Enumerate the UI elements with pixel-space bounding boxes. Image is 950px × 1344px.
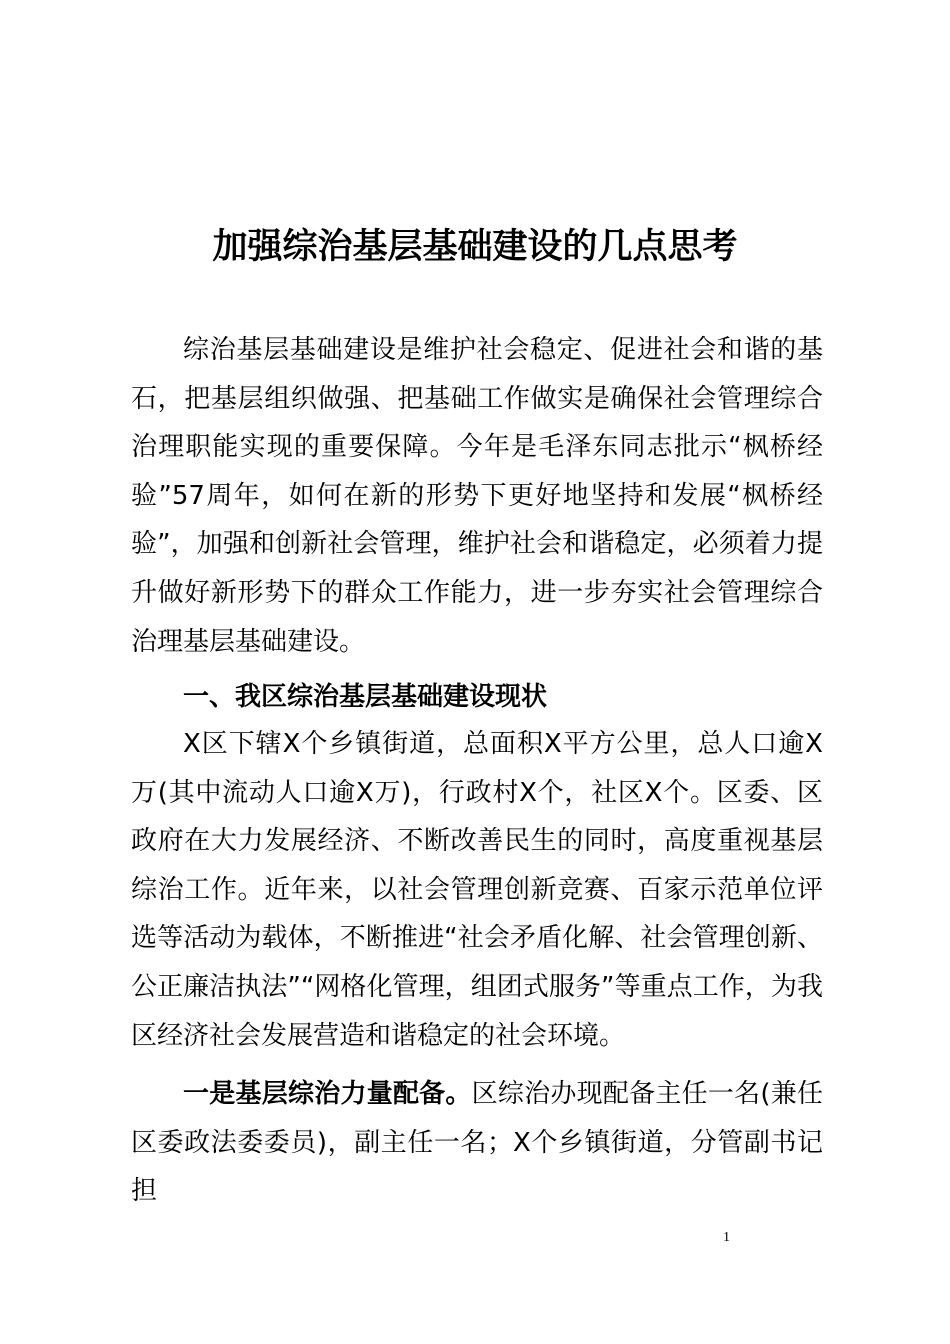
section-1-body-block [131,720,823,1060]
section-heading-block [131,673,823,722]
page-number: 1 [723,1230,730,1245]
intro-paragraph: 综治基层基础建设是维护社会稳定、促进社会和谐的基石，把基层组织做强、把基础工作做实是确保社会管理综合治理职能实现的重要保障。今年是毛泽东同志批示“枫桥经验”57周年，如何在新的形势下更好地坚持和发展“枫桥经验”，加强和创新社会管理，维护社会和谐稳定，必须着力提升做好新形势下的群众工作能力，进一步夯实社会管理综合治理基层基础建设。 [131,335,823,657]
intro-paragraph-block [131,326,823,666]
item-1-paragraph [131,1070,823,1216]
section-1-heading: 一、我区综治基层基础建设现状 [183,682,548,712]
item-1-lead: 一是基层综治力量配备。 [183,1079,472,1109]
item-1-body: 区综治办现配备主任一名(兼任区委政法委委员)，副主任一名；X个乡镇街道，分管副书记担 [131,1079,823,1207]
document-title: 加强综治基层基础建设的几点思考 [212,226,738,267]
section-1-paragraph: X区下辖X个乡镇街道，总面积X平方公里，总人口逾X万(其中流动人口逾X万)，行政村X个，社区X个。区委、区政府在大力发展经济、不断改善民生的同时，高度重视基层综治工作。近年来，以社会管理创新竞赛、百家示范单位评选等活动为载体，不断推进“社会矛盾化解、社会管理创新、公正廉洁执法”“网格化管理，组团式服务”等重点工作，为我区经济社会发展营造和谐稳定的社会环境。 [131,729,823,1051]
item-1-block [131,1070,823,1216]
